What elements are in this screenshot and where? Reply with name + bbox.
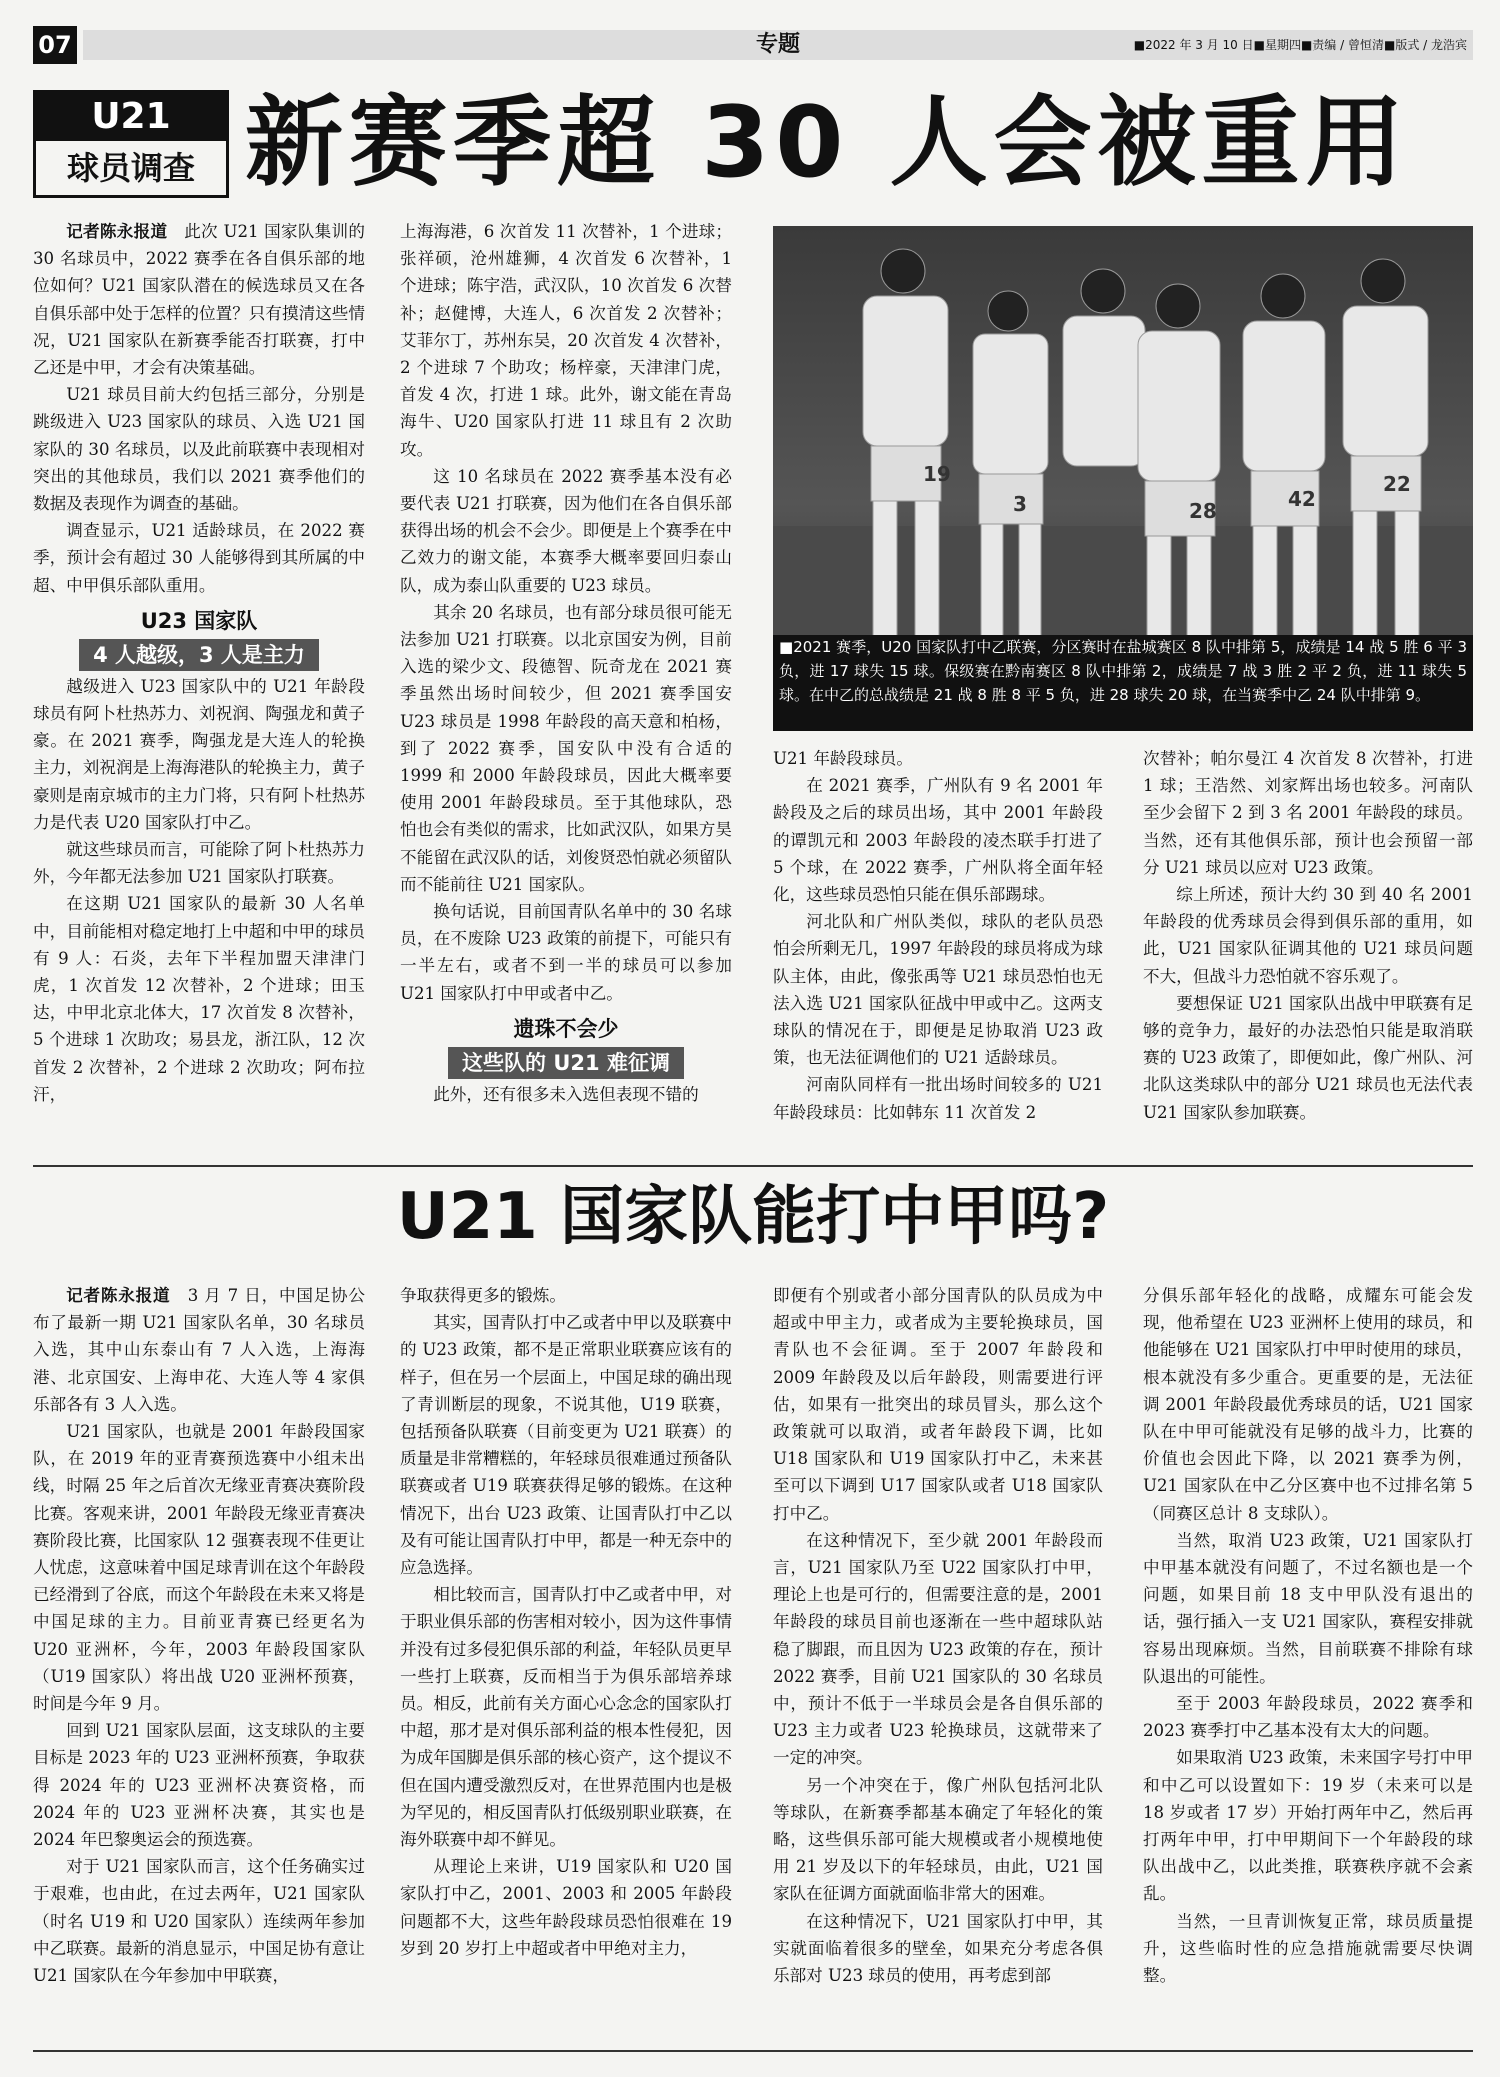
story2-headline: U21 国家队能打中甲吗?: [396, 1180, 1110, 1254]
paragraph: 综上所述，预计大约 30 到 40 名 2001 年龄段的优秀球员会得到俱乐部的重用，如此，U21 国家队征调其他的 U21 球员问题不大，但战斗力恐怕就不容乐观了。: [1143, 885, 1473, 986]
byline: 记者陈永报道: [66, 222, 168, 241]
subheading-title: 遗珠不会少: [513, 1016, 619, 1041]
paragraph: 次替补；帕尔曼江 4 次首发 8 次替补，打进 1 球；王浩然、刘家辉出场也较多。河南队至少会留下 2 到 3 名 2001 年龄段的球员。当然，还有其他俱乐部，预计也会预留一部分 U21 球员以应对 U23 政策。: [1143, 749, 1473, 877]
paragraph: 换句话说，目前国青队名单中的 30 名球员，在不废除 U23 政策的前提下，可能只有一半左右，或者不到一半的球员可以参加 U21 国家队打中甲或者中乙。: [400, 902, 732, 1003]
paragraph: 当然，取消 U23 政策，U21 国家队打中甲基本就没有问题了，不过名额也是一个问题，如果目前 18 支中甲队没有退出的话，强行插入一支 U21 国家队，赛程安排就容易出现麻烦。当然，目前联赛不排除有球队退出的可能性。: [1143, 1530, 1473, 1686]
paragraph: 另一个冲突在于，像广州队包括河北队等球队，在新赛季都基本确定了年轻化的策略，这些俱乐部可能大规模或者小规模地使用 21 岁及以下的年轻球员，由此，U21 国家队在征调方面就面临非常大的困难。: [773, 1775, 1103, 1904]
paragraph: 其实，国青队打中乙或者中甲以及联赛中的 U23 政策，都不是正常职业联赛应该有的样子，但在另一个层面上，中国足球的确出现了青训断层的现象，不说其他，U19 联赛，包括预备队联赛（目前变更为 U21 联赛）的质量是非常糟糕的，年轻球员很难通过预备队联赛或者 U19 联赛获得足够的锻炼。在这种情况下，出台 U23 政策、让国青队打中乙以及有可能让国青队打中甲，都是一种无奈中的应急选择。: [400, 1313, 732, 1578]
paragraph: 此外，还有很多未入选但表现不错的: [433, 1084, 699, 1104]
paragraph: 从理论上来讲，U19 国家队和 U20 国家队打中乙，2001、2003 和 2005 年龄段问题都不大，这些年龄段球员恐怕很难在 19 岁到 20 岁打上中超或者中甲绝对主力，: [400, 1857, 732, 1958]
paragraph: U21 年龄段球员。: [773, 749, 913, 768]
paragraph: 河北队和广州队类似，球队的老队员恐怕会所剩无几，1997 年龄段的球员将成为球队主体，由此，像张禹等 U21 球员恐怕也无法入选 U21 国家队征战中甲或中乙。这两支球队的情况在于，即便是足协取消 U23 政策，也无法征调他们的 U21 适龄球员。: [773, 912, 1103, 1068]
jersey-number: 28: [1189, 499, 1217, 523]
paragraph: 就这些球员而言，可能除了阿卜杜热苏力外，今年都无法参加 U21 国家队打联赛。: [33, 840, 365, 887]
paragraph: U21 球员目前大约包括三部分，分别是跳级进入 U23 国家队的球员、入选 U21 国家队的 30 名球员，以及此前联赛中表现相对突出的其他球员，我们以 2021 赛季他们的数据及表现作为调查的基础。: [33, 385, 365, 514]
bottom-rule: [33, 2050, 1473, 2052]
story-tag: [33, 90, 229, 198]
paragraph: 即便有个别或者小部分国青队的队员成为中超或中甲主力，或者成为主要轮换球员，国青队也不会征调。至于 2007 年龄段和 2009 年龄段及以后年龄段，则需要进行评估，如果有一批突出的球员冒头，那么这个政策就可以取消，或者年龄段下调，比如 U18 国家队和 U19 国家队打中乙，未来甚至可以下调到 U17 国家队或者 U18 国家队打中乙。: [773, 1286, 1103, 1523]
paragraph: 上海海港，6 次首发 11 次替补，1 个进球；张祥硕，沧州雄狮，4 次首发 6 次替补，1 个进球；陈宇浩，武汉队，10 次首发 6 次替补；赵健博，大连人，6 次首发 2 次替补；艾菲尔丁，苏州东吴，20 次首发 4 次替补，2 个进球 7 个助攻；杨梓豪，天津津门虎，首发 4 次，打进 1 球。此外，谢文能在青岛海牛、U20 国家队打进 11 球且有 2 次助攻。: [400, 222, 732, 459]
story2-column-1: [33, 1282, 365, 1989]
story1-headline: 新赛季超 30 人会被重用: [245, 86, 1410, 200]
story2-column-3: [773, 1282, 1103, 1989]
paragraph: 越级进入 U23 国家队中的 U21 年龄段球员有阿卜杜热苏力、刘祝润、陶强龙和黄子豪。在 2021 赛季，陶强龙是大连人的轮换主力，刘祝润是上海海港队的轮换主力，黄子豪则是南京城市的主力门将，只有阿卜杜热苏力是代表 U20 国家队打中乙。: [33, 676, 365, 832]
story-tag-bottom: 球员调查: [66, 149, 195, 187]
paragraph: 此次 U21 国家队集训的 30 名球员中，2022 赛季在各自俱乐部的地位如何？U21 国家队潜在的候选球员又在各自俱乐部中处于怎样的位置？只有摸清这些情况，U21 国家队在新赛季能否打联赛，打中乙还是中甲，才会有决策基础。: [33, 222, 365, 378]
story-tag-top: U21: [36, 93, 226, 141]
story1-column-4: [1143, 745, 1473, 1126]
paragraph: 要想保证 U21 国家队出战中甲联赛有足够的竞争力，最好的办法恐怕只能是取消联赛的 U23 政策了，即便如此，像广州队、河北队这类球队中的部分 U21 球员也无法代表 U21 国家队参加联赛。: [1143, 993, 1473, 1122]
paragraph: 在这种情况下，至少就 2001 年龄段而言，U21 国家队乃至 U22 国家队打中甲，理论上也是可行的，但需要注意的是，2001 年龄段的球员目前也逐渐在一些中超球队站稳了脚跟，而且因为 U23 政策的存在，预计 2022 赛季，目前 U21 国家队的 30 名球员中，预计不低于一半球员会是各自俱乐部的 U23 主力或者 U23 轮换球员，这就带来了一定的冲突。: [773, 1530, 1103, 1768]
paragraph: 这 10 名球员在 2022 赛季基本没有必要代表 U21 打联赛，因为他们在各自俱乐部获得出场的机会不会少。即便是上个赛季在中乙效力的谢文能，本赛季大概率要回归泰山队，成为泰山队重要的 U23 球员。: [400, 466, 732, 595]
paragraph: 对于 U21 国家队而言，这个任务确实过于艰难，也由此，在过去两年，U21 国家队（时名 U19 和 U20 国家队）连续两年参加中乙联赛。最新的消息显示，中国足协有意让 U21 国家队在今年参加中甲联赛，: [33, 1857, 365, 1986]
issue-meta: ■2022 年 3 月 10 日■星期四■责编 / 曾恒清■版式 / 龙浩宾: [1133, 38, 1467, 52]
paragraph: 如果取消 U23 政策，未来国字号打中甲和中乙可以设置如下：19 岁（未来可以是 18 岁或者 17 岁）开始打两年中乙，然后再打两年中甲，打中甲期间下一个年龄段的球队出战中乙，以此类推，联赛秩序就不会紊乱。: [1143, 1748, 1473, 1904]
story1-column-1: [33, 218, 365, 1108]
subheading-banner: 4 人越级，3 人是主力: [79, 639, 319, 671]
byline: 记者陈永报道: [66, 1286, 171, 1305]
paragraph: 分俱乐部年轻化的战略，成耀东可能会发现，他希望在 U23 亚洲杯上使用的球员，和他能够在 U21 国家队打中甲时使用的球员，根本就没有多少重合。更重要的是，无法征调 2001 年龄段最优秀球员的话，U21 国家队在中甲可能就没有足够的战斗力，比赛的价值也会因此下降，以 2021 赛季为例，U21 国家队在中乙分区赛中也不过排名第 5（同赛区总计 8 支球队）。: [1143, 1286, 1473, 1523]
section-divider: [33, 1165, 1473, 1167]
paragraph: 相比较而言，国青队打中乙或者中甲，对于职业俱乐部的伤害相对较小，因为这件事情并没有过多侵犯俱乐部的利益，年轻队员更早一些打上联赛，反而相当于为俱乐部培养球员。相反，此前有关方面心心念念的国家队打中超，那才是对俱乐部利益的根本性侵犯，因为成年国脚是俱乐部的核心资产，这个提议不但在国内遭受激烈反对，在世界范围内也是极为罕见的，相反国青队打低级别职业联赛，在海外联赛中却不鲜见。: [400, 1585, 732, 1850]
page-header: [33, 26, 1473, 64]
subheading-u23: [33, 605, 365, 671]
paragraph: U21 国家队，也就是 2001 年龄段国家队，在 2019 年的亚青赛预选赛中小组未出线，时隔 25 年之后首次无缘亚青赛决赛阶段比赛。客观来讲，2001 年龄段无缘亚青赛决赛阶段比赛，比国家队 12 强赛表现不佳更让人忧虑，这意味着中国足球青训在这个年龄段已经滑到了谷底，而这个年龄段在未来又将是中国足球的主力。目前亚青赛已经更名为 U20 亚洲杯，今年，2003 年龄段国家队（U19 国家队）将出战 U20 亚洲杯预赛，时间是今年 9 月。: [33, 1422, 365, 1714]
story2-column-2: [400, 1282, 732, 1962]
subheading-title: U23 国家队: [140, 608, 258, 633]
jersey-number: 42: [1288, 487, 1316, 511]
paragraph: 调查显示，U21 适龄球员，在 2022 赛季，预计会有超过 30 人能够得到其所属的中超、中甲俱乐部队重用。: [33, 521, 365, 595]
paragraph: 回到 U21 国家队层面，这支球队的主要目标是 2023 年的 U23 亚洲杯预赛，争取获得 2024 年的 U23 亚洲杯决赛资格，而 2024 年的 U23 亚洲杯决赛，其实也是 2024 年巴黎奥运会的预选赛。: [33, 1721, 365, 1850]
subheading-banner: 这些队的 U21 难征调: [448, 1047, 684, 1079]
paragraph: 在 2021 赛季，广州队有 9 名 2001 年龄段及之后的球员出场，其中 2001 年龄段的谭凯元和 2003 年龄段的凌杰联手打进了 5 个球，在 2022 赛季，广州队将全面年轻化，这些球员恐怕只能在俱乐部踢球。: [773, 776, 1103, 905]
paragraph: 3 月 7 日，中国足协公布了最新一期 U21 国家队名单，30 名球员入选，其中山东泰山有 7 人入选，上海海港、北京国安、上海申花、大连人等 4 家俱乐部各有 3 人入选。: [33, 1286, 365, 1414]
subheading-remaining: [400, 1013, 732, 1079]
paragraph: 至于 2003 年龄段球员，2022 赛季和 2023 赛季打中乙基本没有太大的问题。: [1143, 1694, 1473, 1741]
story1-column-2: [400, 218, 732, 1108]
jersey-number: 22: [1383, 472, 1411, 496]
paragraph: 在这种情况下，U21 国家队打中甲，其实就面临着很多的壁垒，如果充分考虑各俱乐部对 U23 球员的使用，再考虑到部: [773, 1911, 1103, 1986]
header-band: [83, 30, 1473, 60]
paragraph: 在这期 U21 国家队的最新 30 人名单中，目前能相对稳定地打上中超和中甲的球员有 9 人：石炎，去年下半程加盟天津津门虎，1 次首发 12 次替补，2 个进球；田玉达，中甲北京北体大，17 次首发 8 次替补，5 个进球 1 次助攻；易县龙，浙江队，12 次首发 2 次替补，2 个进球 2 次助攻；阿布拉汗，: [33, 894, 365, 1104]
story1-column-3: [773, 745, 1103, 1126]
paragraph: 争取获得更多的锻炼。: [400, 1286, 566, 1305]
jersey-number: 19: [923, 462, 951, 486]
story2-column-4: [1143, 1282, 1473, 1989]
paragraph: 其余 20 名球员，也有部分球员很可能无法参加 U21 打联赛。以北京国安为例，目前入选的梁少文、段德智、阮奇龙在 2021 赛季虽然出场时间较少，但 2021 赛季国安 U23 球员是 1998 年龄段的高天意和柏杨，到了 2022 赛季，国安队中没有合适的 1999 和 2000 年龄段球员，因此大概率要使用 2001 年龄段球员。至于其他球队，恐怕也会有类似的需求，比如武汉队，如果方昊不能留在武汉队的话，刘俊贤恐怕就必须留队而不能前往 U21 国家队。: [400, 602, 732, 894]
page-number: 07: [33, 26, 77, 64]
section-name: 专题: [755, 32, 800, 57]
paragraph: 当然，一旦青训恢复正常，球员质量提升，这些临时性的应急措施就需要尽快调整。: [1143, 1911, 1473, 1986]
photo-caption: ■2021 赛季，U20 国家队打中乙联赛，分区赛时在盐城赛区 8 队中排第 5，成绩是 14 战 5 胜 6 平 3 负，进 17 球失 15 球。保级赛在黔南赛区 8 队中排第 2，成绩是 7 战 3 胜 2 平 2 负，进 11 球失 5 球。在中乙的总战绩是 21 战 8 胜 8 平 5 负，进 28 球失 20 球，在当赛季中乙 24 队中排第 9。: [773, 635, 1473, 731]
paragraph: 河南队同样有一批出场时间较多的 U21 年龄段球员：比如韩东 11 次首发 2: [773, 1075, 1103, 1122]
jersey-number: 3: [1013, 492, 1027, 516]
